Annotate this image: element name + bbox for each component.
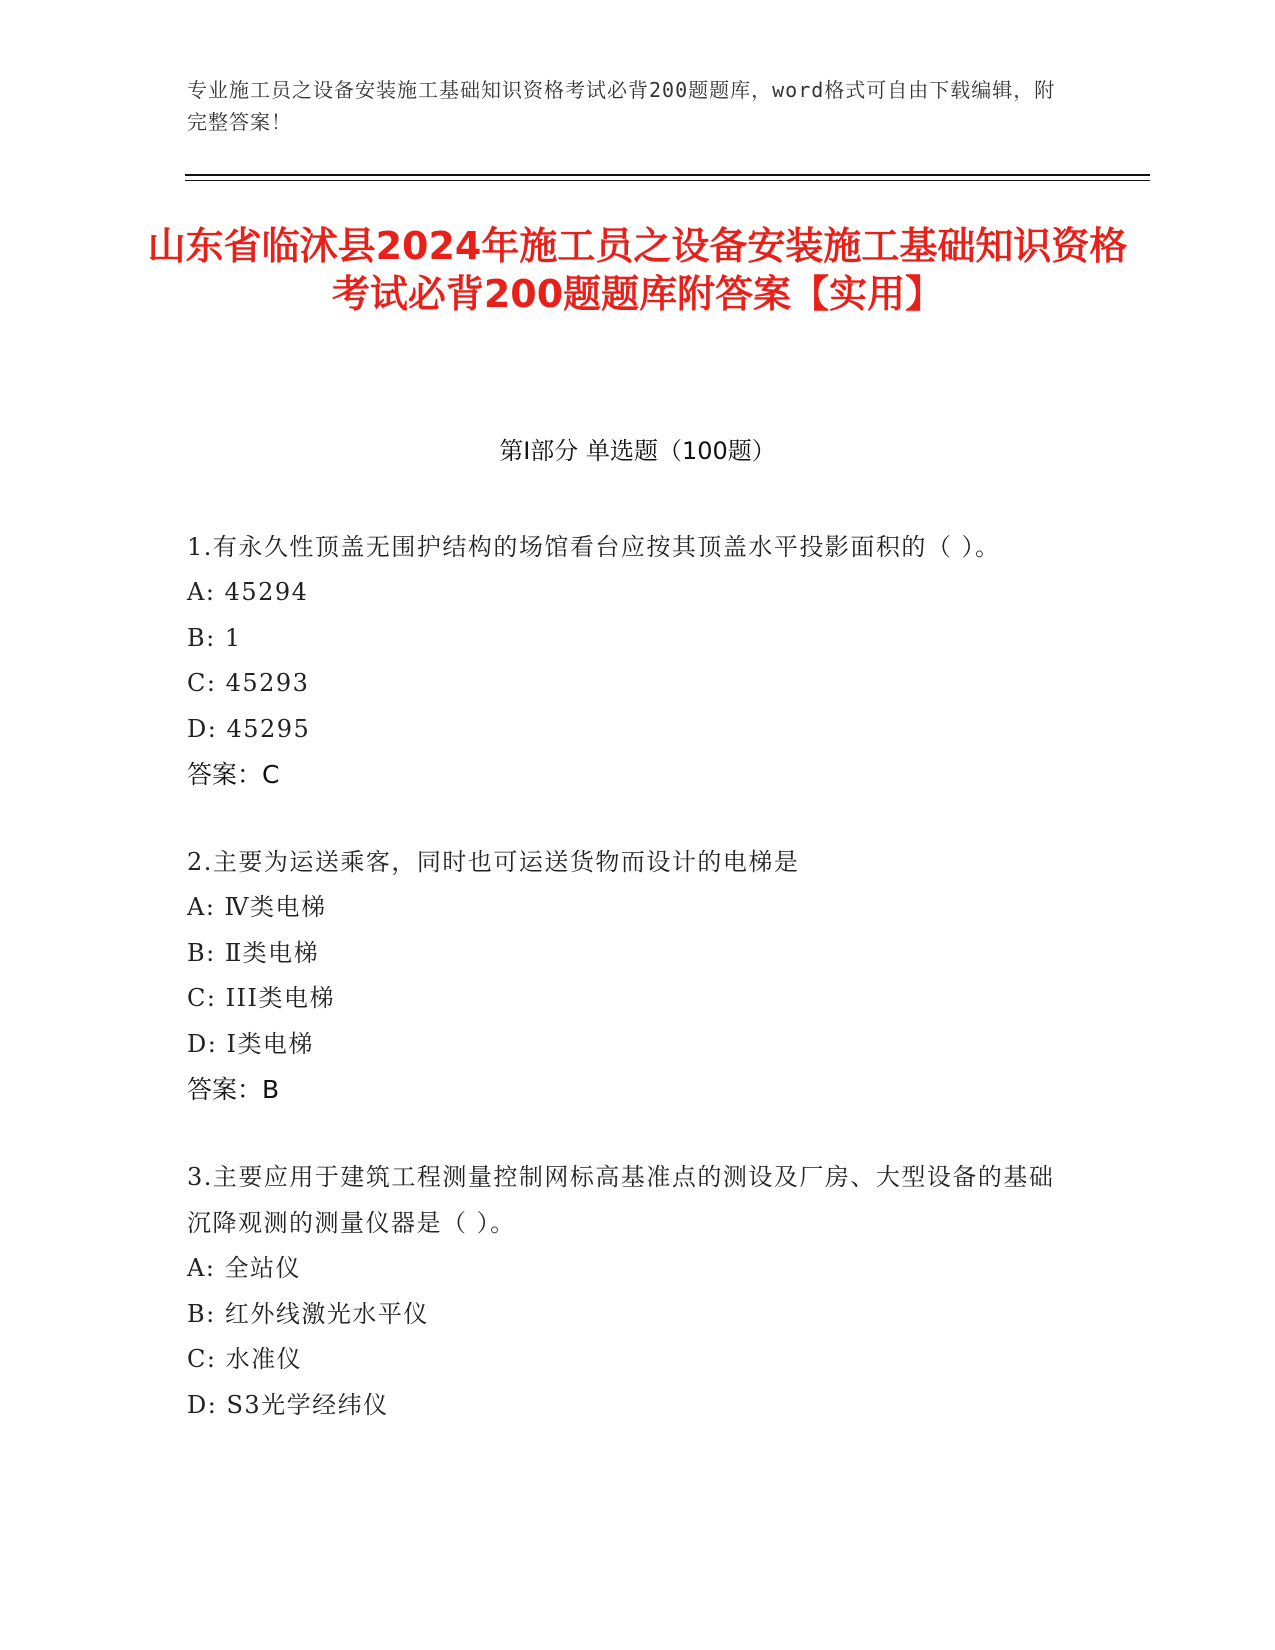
option-b: B: 红外线激光水平仪 — [187, 1299, 429, 1328]
question-list — [187, 524, 1067, 1469]
option-c: C: 水准仪 — [187, 1345, 303, 1373]
answer: 答案：B — [187, 1075, 280, 1104]
option-c: C: 45293 — [187, 669, 310, 697]
option-a: A: 全站仪 — [187, 1254, 302, 1282]
question-2 — [187, 839, 1067, 1113]
document-title: 山东省临沭县2024年施工员之设备安装施工基础知识资格考试必背200题题库附答案【实用】 — [147, 224, 1128, 316]
section-heading: 第I部分 单选题（100题） — [499, 437, 776, 465]
option-b: B: 1 — [187, 623, 242, 652]
option-a: A: Ⅳ类电梯 — [187, 893, 327, 921]
option-d: D: 45295 — [187, 714, 311, 743]
header-rule-thick — [185, 174, 1150, 176]
header-rule-thin — [185, 180, 1150, 181]
option-d: D: S3光学经纬仪 — [187, 1390, 389, 1419]
option-b: B: Ⅱ类电梯 — [187, 938, 320, 967]
question-3 — [187, 1154, 1067, 1428]
question-text: 3.主要应用于建筑工程测量控制网标高基准点的测设及厂房、大型设备的基础沉降观测的测量仪器是（ ）。 — [187, 1163, 1055, 1237]
question-text: 2.主要为运送乘客，同时也可运送货物而设计的电梯是 — [187, 848, 800, 876]
question-text: 1.有永久性顶盖无围护结构的场馆看台应按其顶盖水平投影面积的（ ）。 — [187, 533, 1001, 561]
option-d: D: I类电梯 — [187, 1029, 314, 1058]
question-1 — [187, 524, 1067, 798]
answer: 答案：C — [187, 760, 280, 789]
header-note: 专业施工员之设备安装施工基础知识资格考试必背200题题库，word格式可自由下载编辑，附完整答案！ — [187, 78, 1056, 134]
option-a: A: 45294 — [187, 578, 309, 606]
option-c: C: III类电梯 — [187, 984, 336, 1012]
